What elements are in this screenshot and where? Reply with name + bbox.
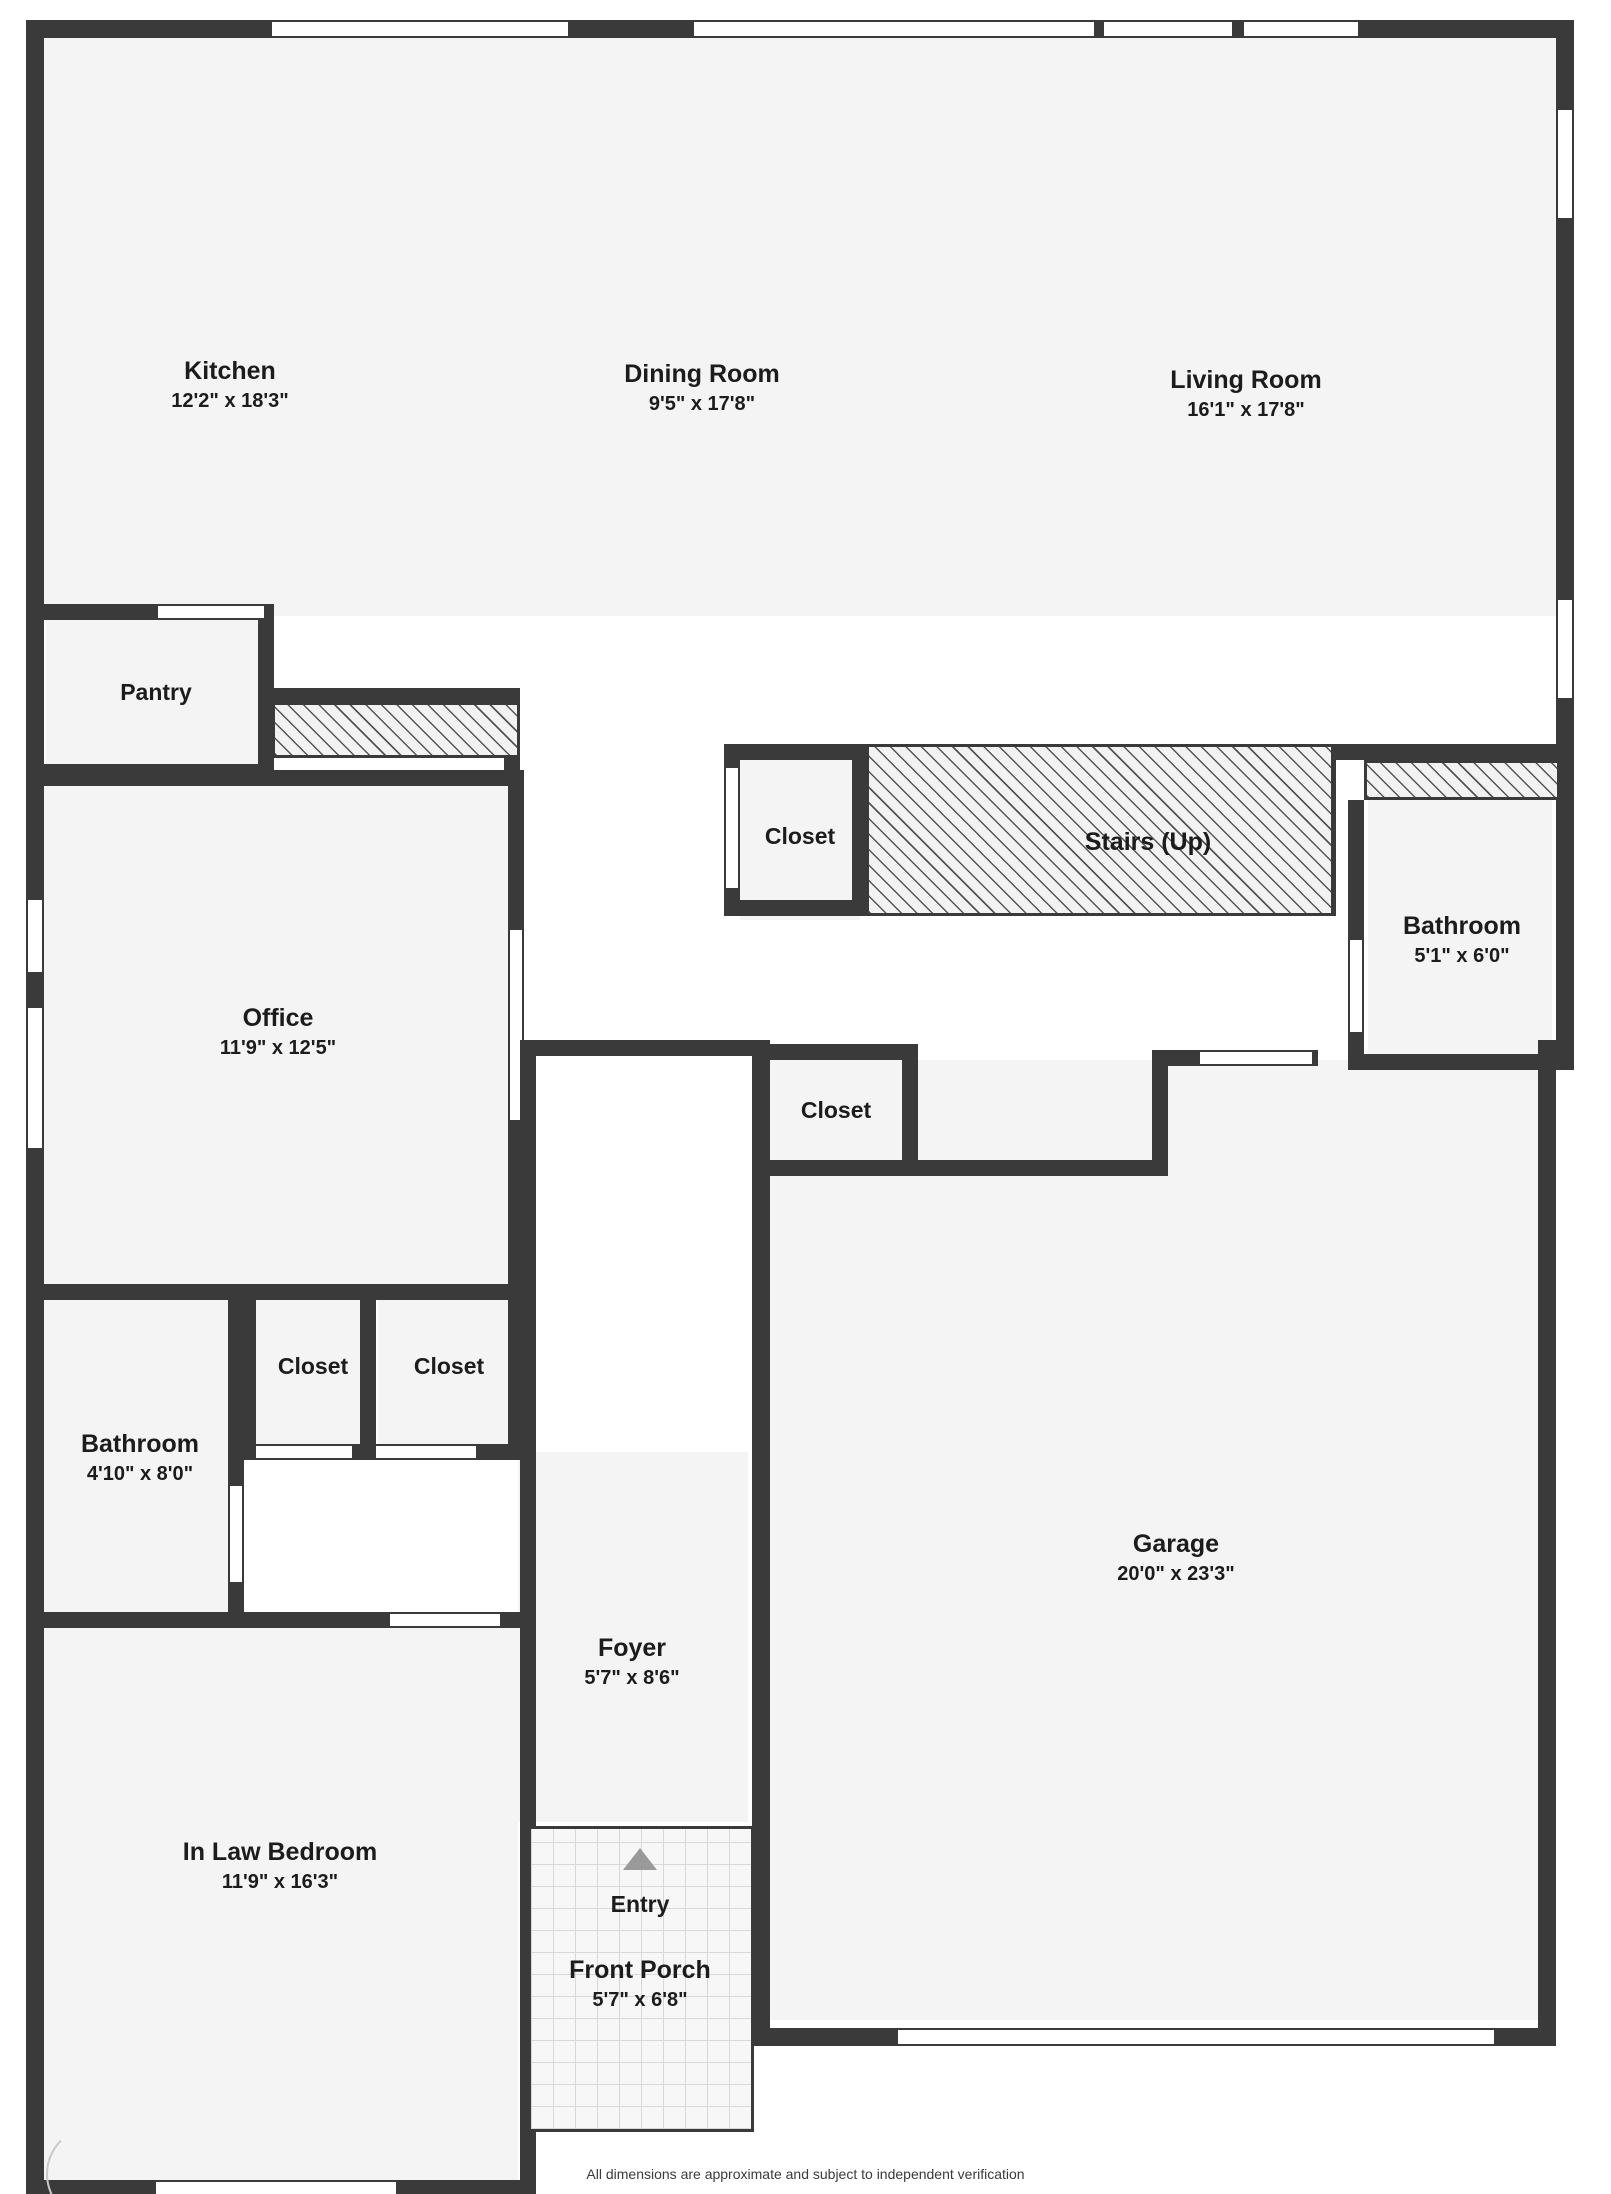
floor-closet-stairs	[740, 760, 860, 920]
room-label-stairs: Stairs (Up)	[1084, 828, 1212, 856]
room-label-closet-a: Closet	[277, 1353, 349, 1379]
floor-closet-b	[378, 1300, 518, 1448]
room-label-pantry: Pantry	[120, 679, 192, 705]
room-label-closet-mid: Closet	[800, 1097, 872, 1123]
floor-bathroom-upper	[1368, 800, 1552, 1068]
exterior-wall-left-lower	[26, 600, 44, 2194]
room-label-kitchen: Kitchen 12'2" x 18'3"	[171, 357, 289, 412]
office-wall-top	[40, 770, 524, 786]
window-top-4	[1244, 20, 1358, 38]
garage-wall-left	[752, 1040, 770, 2046]
room-label-dining-room: Dining Room 9'5" x 17'8"	[624, 360, 780, 415]
room-label-living-room: Living Room 16'1" x 17'8"	[1170, 366, 1322, 421]
bathroom-lower-door	[228, 1486, 244, 1582]
floor-office	[40, 784, 520, 1294]
closet-mid-wall-top	[752, 1044, 918, 1060]
room-label-office: Office 11'9" x 12'5"	[219, 1004, 337, 1059]
floor-bathroom-lower	[40, 1300, 236, 1618]
closet-mid-wall-right	[902, 1044, 918, 1176]
closet-a-door	[256, 1444, 352, 1460]
stair-landing-hatch	[272, 702, 520, 758]
hall-wall-step-up	[1152, 1050, 1168, 1176]
room-label-front-porch: Front Porch 5'7" x 6'8"	[569, 1956, 711, 2011]
disclaimer-note: All dimensions are approximate and subject to independent verification	[586, 2166, 1025, 2182]
stairs-hatch	[866, 744, 1334, 916]
room-label-foyer: Foyer 5'7" x 8'6"	[584, 1634, 680, 1689]
front-porch-tile	[528, 1826, 754, 2132]
window-bottom-bedroom	[156, 2180, 396, 2194]
floor-garage	[758, 1060, 1544, 2020]
closet-b-door	[376, 1444, 476, 1460]
floor-in-law-bedroom	[40, 1628, 518, 2180]
window-top-2	[694, 20, 1094, 38]
window-top-3	[1104, 20, 1232, 38]
office-wall-bottom	[40, 1284, 524, 1300]
closet-a-wall-right	[360, 1284, 376, 1460]
foyer-wall-left	[520, 1056, 536, 1476]
entry-arrow-icon	[623, 1848, 657, 1870]
room-label-bathroom-upper: Bathroom 5'1" x 6'0"	[1402, 912, 1522, 967]
floor-closet-a	[252, 1300, 362, 1448]
garage-wall-right	[1538, 1040, 1556, 2046]
bathroom-upper-hatch	[1364, 760, 1560, 800]
exterior-wall-left-upper	[26, 20, 44, 620]
bathroom-upper-wall-bottom	[1348, 1054, 1574, 1070]
foyer-wall-top	[520, 1040, 770, 1056]
window-right-2	[1556, 600, 1574, 698]
bathroom-upper-door	[1348, 940, 1364, 1032]
floor-pantry	[46, 616, 270, 776]
garage-door	[898, 2028, 1494, 2046]
room-label-entry: Entry	[610, 1891, 670, 1917]
room-label-in-law-bedroom: In Law Bedroom 11'9" x 16'3"	[182, 1838, 378, 1893]
room-label-bathroom-lower: Bathroom 4'10" x 8'0"	[80, 1430, 200, 1485]
hall-door	[1200, 1050, 1312, 1066]
closet-stairs-door	[724, 768, 740, 888]
room-label-closet-b: Closet	[413, 1353, 485, 1379]
window-top-1	[272, 20, 568, 38]
bedroom-door	[390, 1612, 500, 1628]
window-right-1	[1556, 110, 1574, 218]
floor-great-room	[32, 26, 1568, 616]
floor-foyer	[518, 1452, 748, 1822]
window-left-1	[26, 900, 44, 972]
window-left-2	[26, 1008, 44, 1148]
room-label-closet-stairs: Closet	[764, 823, 836, 849]
pantry-door	[158, 604, 264, 620]
closet-mid-wall-bottom	[752, 1160, 1168, 1176]
room-label-garage: Garage 20'0" x 23'3"	[1117, 1530, 1235, 1585]
